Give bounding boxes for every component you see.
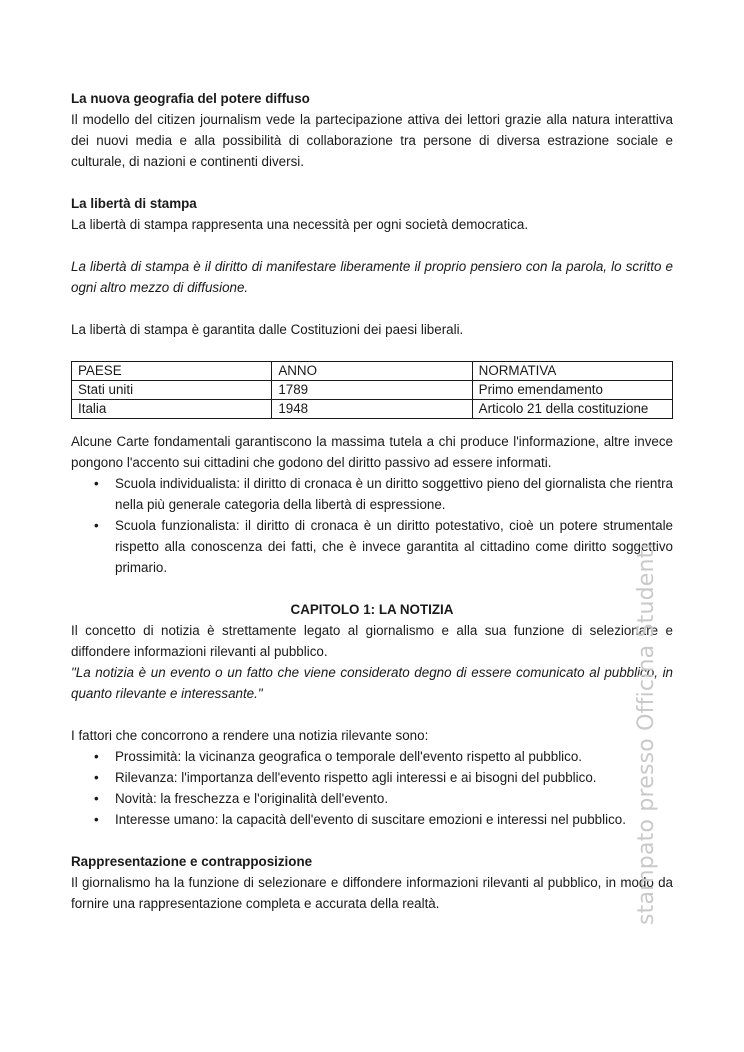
table-header-cell: ANNO <box>272 362 472 381</box>
paragraph-citizen-journalism: Il modello del citizen journalism vede la partecipazione attiva dei lettori grazie alla natura interattiva dei nuovi media e alla possibilità di collaborazione tra persone di diversa estrazione sociale e culturale, di nazioni e continenti diversi. <box>71 112 673 169</box>
watermark: stampato presso Officina Studenti <box>634 543 659 925</box>
table-cell: Articolo 21 della costituzione <box>472 400 672 419</box>
schools-list <box>71 473 673 578</box>
italic-quote: "La notizia è un evento o un fatto che viene considerato degno di essere comunicato al pubblico, in quanto rilevante e interessante." <box>71 665 673 701</box>
list-item: • Novità: la freschezza e l'originalità dell'evento. <box>115 788 673 809</box>
chapter-title: CAPITOLO 1: LA NOTIZIA <box>290 602 454 617</box>
table-row <box>72 400 673 419</box>
factors-list <box>71 746 673 830</box>
paragraph-concetto-notizia: Il concetto di notizia è strettamente legato al giornalismo e alla sua funzione di selezionare e diffondere informazioni rilevanti al pubblico. <box>71 623 673 659</box>
list-item: • Interesse umano: la capacità dell'evento di suscitare emozioni e interessi nel pubblico. <box>115 809 673 830</box>
table-cell: 1948 <box>272 400 472 419</box>
table-header-cell: PAESE <box>72 362 272 381</box>
table-cell: Primo emendamento <box>472 381 672 400</box>
table-header-row <box>72 362 673 381</box>
list-item: • Prossimità: la vicinanza geografica o temporale dell'evento rispetto al pubblico. <box>115 746 673 767</box>
table-cell: Italia <box>72 400 272 419</box>
paragraph-rappresentazione: Il giornalismo ha la funzione di selezionare e diffondere informazioni rilevanti al pubblico, in modo da fornire una rappresentazione completa e accurata della realtà. <box>71 875 673 911</box>
list-item: • Scuola funzionalista: il diritto di cronaca è un diritto potestativo, cioè un potere strumentale rispetto alla conoscenza dei fatti, che è invece garantita al cittadino come diritto soggettivo primario. <box>115 515 673 578</box>
press-freedom-table <box>71 361 673 419</box>
paragraph-carte-fondamentali: Alcune Carte fondamentali garantiscono la massima tutela a chi produce l'informazione, altre invece pongono l'accento sui cittadini che godono del diritto passivo ad essere informati. <box>71 434 673 470</box>
paragraph-liberta-costituzioni: La libertà di stampa è garantita dalle Costituzioni dei paesi liberali. <box>71 322 464 337</box>
paragraph-liberta-definizione <box>71 256 673 298</box>
table-cell: 1789 <box>272 381 472 400</box>
table-cell: Stati uniti <box>72 381 272 400</box>
paragraph-liberta-necessita: La libertà di stampa rappresenta una necessità per ogni società democratica. <box>71 217 529 232</box>
italic-definition: La libertà di stampa è il diritto di manifestare liberamente il proprio pensiero con la parola, lo scritto e ogni altro mezzo di diffusione. <box>71 259 673 295</box>
section-heading-rappresentazione: Rappresentazione e contrapposizione <box>71 854 313 869</box>
table-header-cell: NORMATIVA <box>472 362 672 381</box>
section-heading-liberta-stampa: La libertà di stampa <box>71 196 197 211</box>
paragraph-fattori-intro: I fattori che concorrono a rendere una notizia rilevante sono: <box>71 728 429 743</box>
list-item: • Scuola individualista: il diritto di cronaca è un diritto soggettivo pieno del giornalista che rientra nella più generale categoria della libertà di espressione. <box>115 473 673 515</box>
list-item: • Rilevanza: l'importanza dell'evento rispetto agli interessi e ai bisogni del pubblico. <box>115 767 673 788</box>
quote-definizione-notizia <box>71 662 673 704</box>
document-page <box>71 88 673 914</box>
table-row <box>72 381 673 400</box>
section-heading-nuova-geografia: La nuova geografia del potere diffuso <box>71 91 310 106</box>
